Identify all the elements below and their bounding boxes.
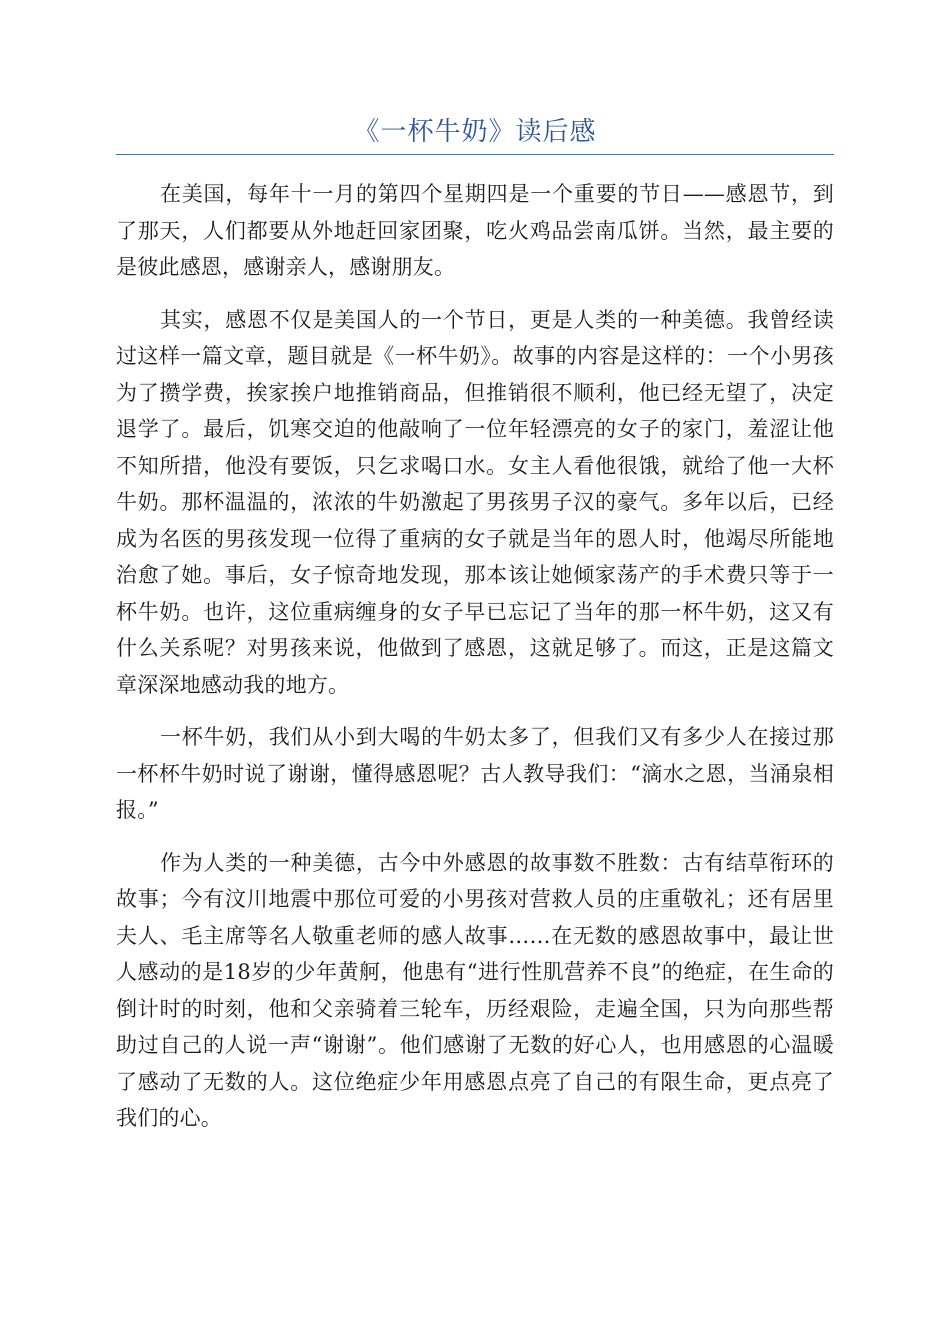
paragraph-3: 一杯牛奶，我们从小到大喝的牛奶太多了，但我们又有多少人在接过那一杯杯牛奶时说了谢谢，懂得感恩呢？古人教导我们：“滴水之恩，当涌泉相报。” <box>116 725 834 822</box>
paragraph-1: 在美国，每年十一月的第四个星期四是一个重要的节日——感恩节，到了那天，人们都要从外地赶回家团聚，吃火鸡品尝南瓜饼。当然，最主要的是彼此感恩，感谢亲人，感谢朋友。 <box>116 182 834 279</box>
paragraph-2: 其实，感恩不仅是美国人的一个节日，更是人类的一种美德。我曾经读过这样一篇文章，题目就是《一杯牛奶》。故事的内容是这样的：一个小男孩为了攒学费，挨家挨户地推销商品，但推销很不顺利，他已经无望了，决定退学了。最后，饥寒交迫的他敲响了一位年轻漂亮的女子的家门，羞涩让他不知所措，他没有要饭，只乞求喝口水。女主人看他很饿，就给了他一大杯牛奶。那杯温温的，浓浓的牛奶激起了男孩男子汉的豪气。多年以后，已经成为名医的男孩发现一位得了重病的女子就是当年的恩人时，他竭尽所能地治愈了她。事后，女子惊奇地发现，那本该让她倾家荡产的手术费只等于一杯牛奶。也许，这位重病缠身的女子早已忘记了当年的那一杯牛奶，这又有什么关系呢？对男孩来说，他做到了感恩，这就足够了。而这，正是这篇文章深深地感动我的地方。 <box>116 307 834 697</box>
title-block <box>116 112 834 155</box>
document-title: 《一杯牛奶》读后感 <box>353 117 597 147</box>
paragraph-4: 作为人类的一种美德，古今中外感恩的故事数不胜数：古有结草衔环的故事；今有汶川地震中那位可爱的小男孩对营救人员的庄重敬礼；还有居里夫人、毛主席等名人敬重老师的感人故事……在无数的感恩故事中，最让世人感动的是18岁的少年黄舸，他患有“进行性肌营养不良”的绝症，在生命的倒计时的时刻，他和父亲骑着三轮车，历经艰险，走遍全国，只为向那些帮助过自己的人说一声“谢谢”。他们感谢了无数的好心人，也用感恩的心温暖了感动了无数的人。这位绝症少年用感恩点亮了自己的有限生命，更点亮了我们的心。 <box>116 850 834 1130</box>
document-body <box>116 176 834 1153</box>
